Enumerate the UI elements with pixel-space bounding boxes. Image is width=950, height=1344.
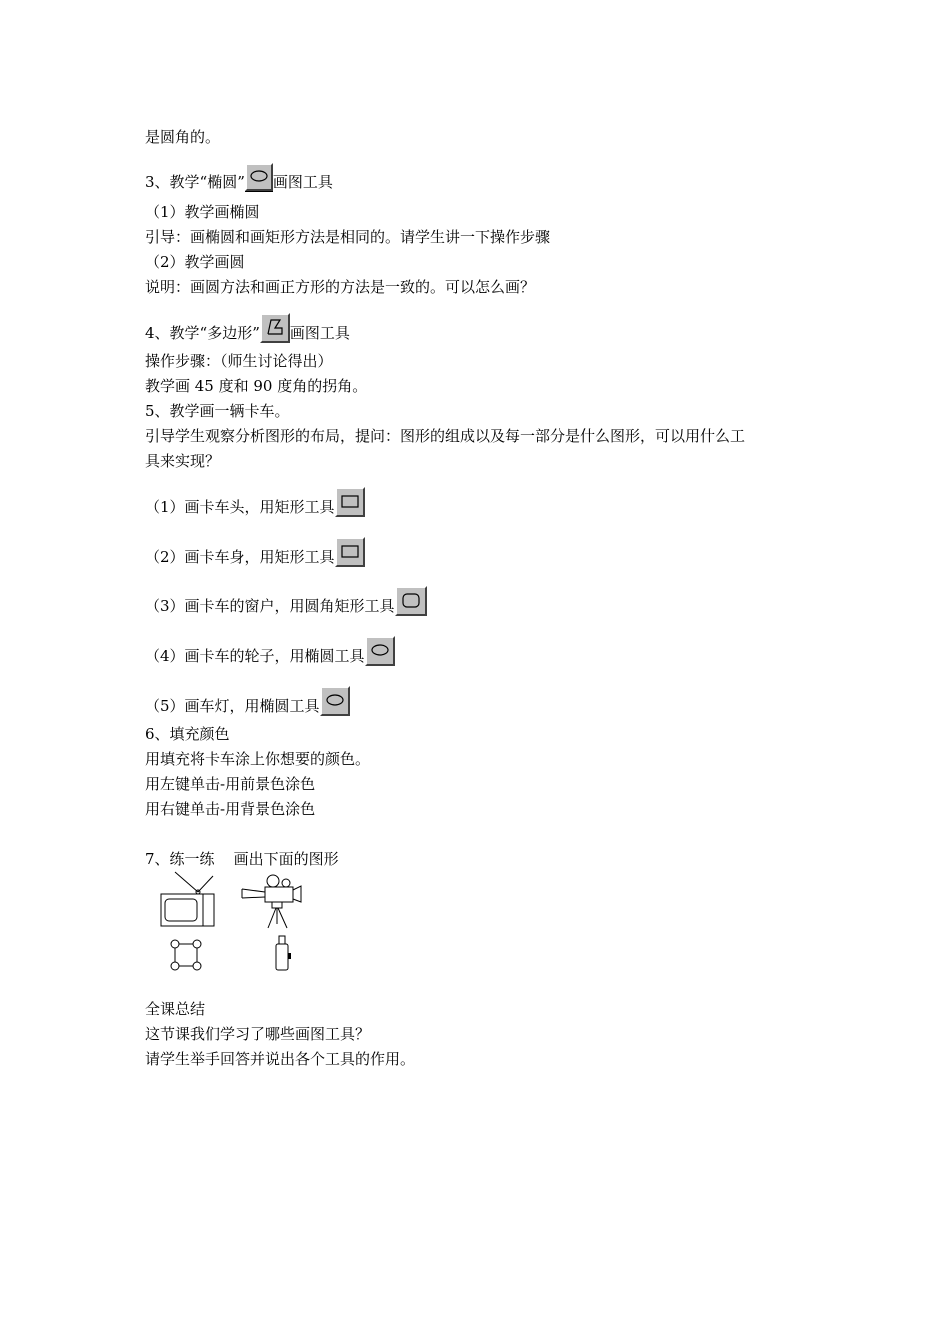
text: 6、填充颜色	[145, 725, 230, 743]
text-line	[145, 277, 535, 297]
text: 操作步骤：（师生讨论得出）	[145, 352, 333, 370]
text: 全课总结	[145, 1000, 206, 1018]
text: （4）画卡车的轮子，用椭圆工具	[145, 647, 365, 665]
text: 3、教学“椭圆”	[145, 173, 245, 191]
heading-polygon	[145, 313, 350, 343]
text: 用左键单击-用前景色涂色	[145, 775, 316, 793]
text-line	[145, 376, 367, 396]
text-line	[145, 849, 339, 869]
text-line	[145, 202, 260, 222]
tv-drawing-icon	[161, 872, 214, 926]
text: 是圆角的。	[145, 128, 221, 146]
text: 请学生举手回答并说出各个工具的作用。	[145, 1050, 416, 1068]
polygon-tool-icon	[260, 313, 290, 343]
step-truck-lights	[145, 686, 350, 716]
text-line	[145, 724, 230, 744]
rectangle-tool-icon	[335, 537, 365, 567]
text-line	[145, 127, 220, 147]
text-line	[145, 774, 315, 794]
text: 5、教学画一辆卡车。	[145, 402, 290, 420]
text: （5）画车灯，用椭圆工具	[145, 697, 320, 715]
text: 用右键单击-用背景色涂色	[145, 800, 316, 818]
step-truck-window	[145, 586, 427, 616]
ellipse-tool-icon	[365, 636, 395, 666]
rectangle-tool-icon	[335, 487, 365, 517]
text-line	[145, 1049, 415, 1069]
text-line	[145, 799, 315, 819]
text-line	[145, 749, 370, 769]
text: 说明：画圆方法和画正方形的方法是一致的。可以怎么画？	[145, 278, 536, 296]
step-truck-wheels	[145, 636, 395, 666]
text-line	[145, 426, 745, 446]
text: （1）教学画椭圆	[145, 203, 260, 221]
text-line	[145, 999, 205, 1019]
text: 教学画 45 度和 90 度角的拐角。	[145, 377, 368, 395]
text: （2）教学画圆	[145, 253, 245, 271]
text: 4、教学“多边形”	[145, 324, 260, 342]
bottle-drawing-icon	[276, 936, 291, 970]
square-rings-drawing-icon	[171, 940, 201, 970]
ellipse-tool-button	[245, 163, 273, 192]
text: 引导：画椭圆和画矩形方法是相同的。请学生讲一下操作步骤	[145, 228, 551, 246]
text: 这节课我们学习了哪些画图工具？	[145, 1025, 371, 1043]
text: 用填充将卡车涂上你想要的颜色。	[145, 750, 371, 768]
text: （3）画卡车的窗户，用圆角矩形工具	[145, 597, 395, 615]
ellipse-tool-icon	[245, 163, 273, 191]
text: 画图工具	[272, 173, 333, 191]
text-line	[145, 227, 550, 247]
text-line	[145, 1024, 370, 1044]
text-line	[145, 401, 290, 421]
text: 7、练一练 画出下面的图形	[145, 850, 339, 868]
practice-drawings	[155, 870, 315, 980]
text: （1）画卡车头，用矩形工具	[145, 498, 335, 516]
text: 引导学生观察分析图形的布局，提问：图形的组成以及每一部分是什么图形，可以用什么工	[145, 427, 746, 445]
text: 画图工具	[289, 324, 350, 342]
step-truck-body	[145, 537, 365, 567]
text: （2）画卡车身，用矩形工具	[145, 548, 335, 566]
text: 具来实现？	[145, 452, 221, 470]
ellipse-tool-icon	[320, 686, 350, 716]
rounded-rectangle-tool-icon	[395, 586, 427, 616]
step-truck-head	[145, 487, 365, 517]
heading-ellipse	[145, 163, 333, 192]
text-line	[145, 252, 245, 272]
camera-drawing-icon	[242, 875, 301, 928]
text-line	[145, 351, 333, 371]
text-line	[145, 451, 220, 471]
